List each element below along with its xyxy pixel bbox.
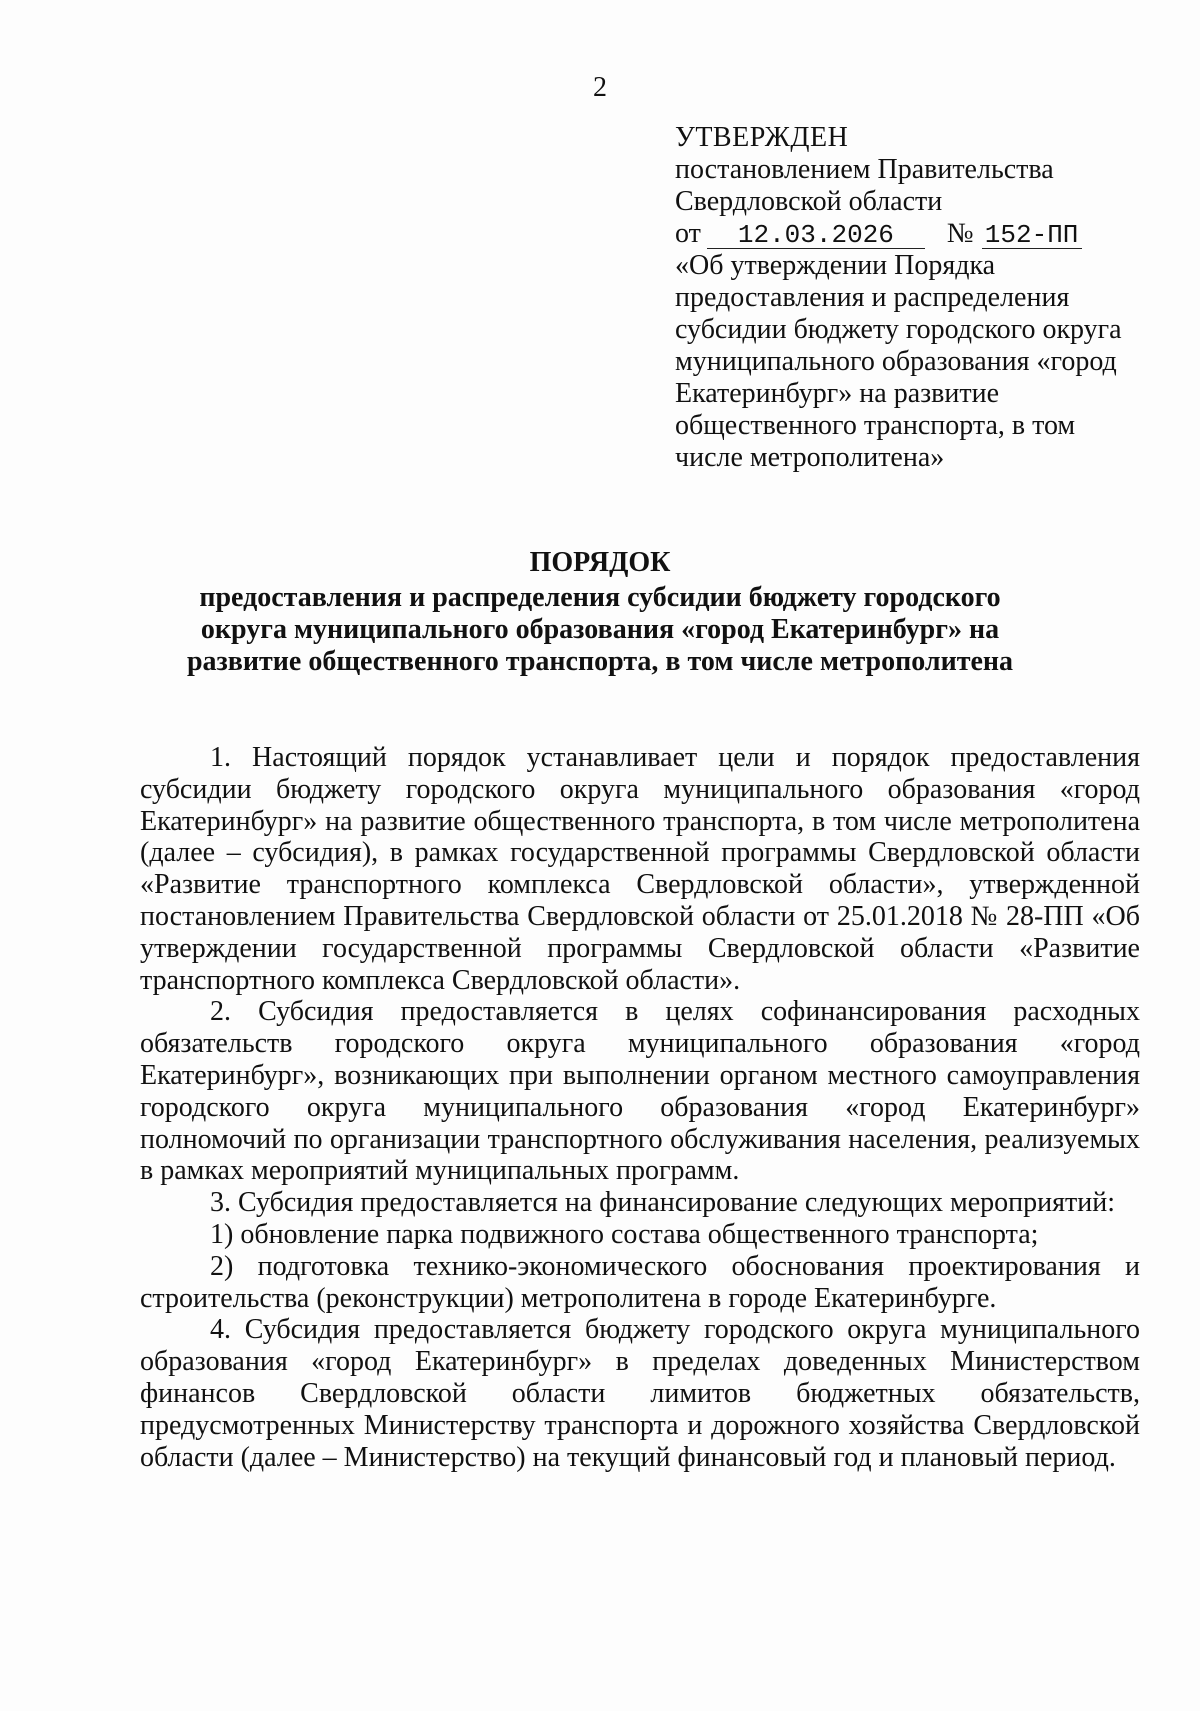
document-body xyxy=(140,742,1140,1473)
paragraph: 2. Субсидия предоставляется в целях софинансирования расходных обязательств городского округа муниципального образования «город Екатеринбург», возникающих при выполнении органом местного самоуправления городского округа муниципального образования «город Екатеринбург» полномочий по организации транспортного обслуживания населения, реализуемых в рамках мероприятий муниципальных программ. xyxy=(140,996,1140,1187)
approval-number-field: 152-ПП xyxy=(982,222,1082,249)
approval-heading: УТВЕРЖДЕН xyxy=(675,122,849,153)
approval-date-number-line xyxy=(675,218,1145,250)
approval-title-line: «Об утверждении Порядка xyxy=(675,250,996,281)
paragraph: 2) подготовка технико-экономического обоснования проектирования и строительства (реконструкции) метрополитена в городе Екатеринбурге. xyxy=(140,1250,1140,1314)
paragraph: 1. Настоящий порядок устанавливает цели и порядок предоставления субсидии бюджету городского округа муниципального образования «город Екатеринбург» на развитие общественного транспорта, в том числе метрополитена (далее – субсидия), в рамках государственной программы Свердловской области «Развитие транспортного комплекса Свердловской области», утвержденной постановлением Правительства Свердловской области от 25.01.2018 № 28-ПП «Об утверждении государственной программы Свердловской области «Развитие транспортного комплекса Свердловской области». xyxy=(140,742,1140,996)
approval-line: Свердловской области xyxy=(675,186,943,217)
paragraph: 1) обновление парка подвижного состава общественного транспорта; xyxy=(210,1218,1039,1250)
approval-title-line: числе метрополитена» xyxy=(675,442,945,473)
approval-title-line: предоставления и распределения xyxy=(675,282,1070,313)
number-label: № xyxy=(946,218,974,249)
paragraph: 3. Субсидия предоставляется на финансирование следующих мероприятий: xyxy=(210,1187,1115,1219)
approval-block xyxy=(675,122,1145,474)
document-title: ПОРЯДОК xyxy=(529,547,671,578)
approval-title-line: общественного транспорта, в том xyxy=(675,410,1076,441)
from-label: от xyxy=(675,218,701,249)
approval-date-field: 12.03.2026 xyxy=(707,222,925,249)
approval-title-line: субсидии бюджету городского округа xyxy=(675,314,1122,345)
document-subtitle: предоставления и распределения субсидии бюджету городского округа муниципального образования «город Екатеринбург» на развитие общественного транспорта, в том числе метрополитена xyxy=(186,582,1014,677)
approval-title-line: Екатеринбург» на развитие xyxy=(675,378,1000,409)
approval-title-line: муниципального образования «город xyxy=(675,346,1117,377)
page-number: 2 xyxy=(593,72,607,103)
approval-line: постановлением Правительства xyxy=(675,154,1054,185)
paragraph: 4. Субсидия предоставляется бюджету городского округа муниципального образования «город Екатеринбург» в пределах доведенных Министерством финансов Свердловской области лимитов бюджетных обязательств, предусмотренных Министерству транспорта и дорожного хозяйства Свердловской области (далее – Министерство) на текущий финансовый год и плановый период. xyxy=(140,1314,1140,1473)
